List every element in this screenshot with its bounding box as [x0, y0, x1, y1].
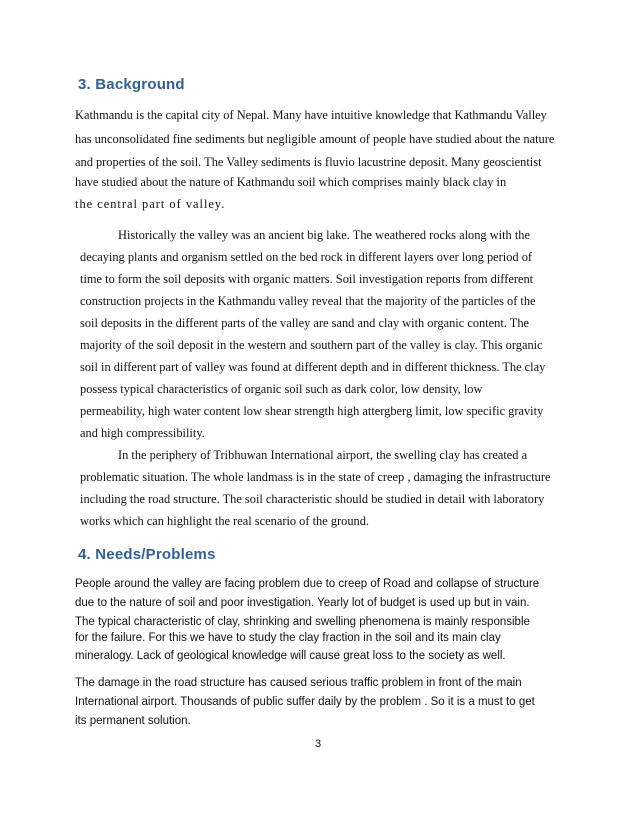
text-line: Kathmandu is the capital city of Nepal. Many have intuitive knowledge that Kathmandu Valley — [75, 108, 547, 122]
section-heading-needs: 4. Needs/Problems — [78, 546, 216, 563]
text-line: decaying plants and organism settled on the bed rock in different layers over long period of — [80, 250, 533, 264]
text-line: The damage in the road structure has caused serious traffic problem in front of the main — [75, 677, 522, 689]
text-line: The typical characteristic of clay, shrinking and swelling phenomena is mainly responsible — [75, 616, 530, 628]
text-line: soil deposits in the different parts of the valley are sand and clay with organic content. The — [80, 316, 530, 330]
text-line: majority of the soil deposit in the western and southern part of the valley is clay. This organic — [80, 338, 543, 352]
text-line: its permanent solution. — [75, 715, 191, 727]
text-line: permeability, high water content low shear strength high attergberg limit, low specific gravity — [80, 404, 544, 418]
text-line: People around the valley are facing problem due to creep of Road and collapse of structure — [75, 578, 540, 590]
text-line: problematic situation. The whole landmass is in the state of creep , damaging the infrastructure — [80, 470, 551, 484]
page-number: 3 — [315, 738, 322, 750]
text-line: soil in different part of valley was found at different depth and in different thickness. The clay — [80, 360, 546, 374]
text-line: construction projects in the Kathmandu valley reveal that the majority of the particles of the — [80, 294, 536, 308]
text-line: works which can highlight the real scenario of the ground. — [80, 514, 370, 528]
text-line: including the road structure. The soil characteristic should be studied in detail with laboratory — [80, 492, 545, 506]
text-line: for the failure. For this we have to study the clay fraction in the soil and its main clay — [75, 632, 501, 644]
text-line: International airport. Thousands of public suffer daily by the problem . So it is a must to get — [75, 696, 535, 708]
text-line: due to the nature of soil and poor investigation. Yearly lot of budget is used up but in vain. — [75, 597, 530, 609]
text-line: and high compressibility. — [80, 426, 205, 440]
text-line: the central part of valley. — [75, 197, 226, 211]
section-heading-background: 3. Background — [78, 76, 185, 93]
text-line: has unconsolidated fine sediments but negligible amount of people have studied about the nature — [75, 132, 555, 146]
text-line: possess typical characteristics of organic soil such as dark color, low density, low — [80, 382, 483, 396]
text-line: and properties of the soil. The Valley sediments is fluvio lacustrine deposit. Many geoscientist — [75, 155, 542, 169]
text-line: time to form the soil deposits with organic matters. Soil investigation reports from different — [80, 272, 534, 286]
text-line: have studied about the nature of Kathmandu soil which comprises mainly black clay in — [75, 175, 507, 189]
text-line: In the periphery of Tribhuwan International airport, the swelling clay has created a — [118, 448, 528, 462]
text-line: mineralogy. Lack of geological knowledge will cause great loss to the society as well. — [75, 650, 506, 662]
text-line: Historically the valley was an ancient big lake. The weathered rocks along with the — [118, 228, 530, 242]
